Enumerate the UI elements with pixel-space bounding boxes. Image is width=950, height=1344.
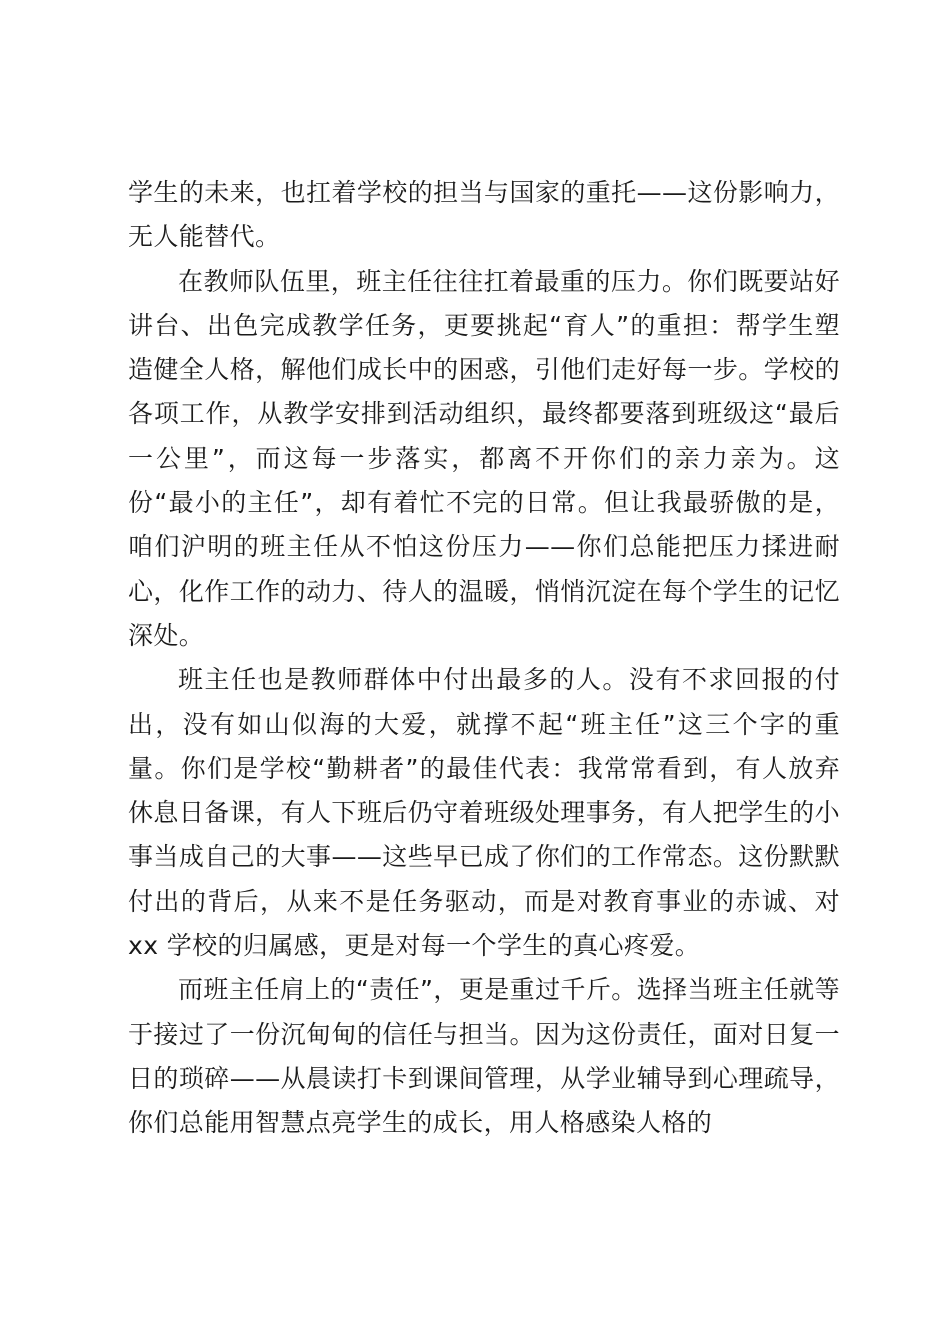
paragraph-4: 而班主任肩上的“责任”，更是重过千斤。选择当班主任就等于接过了一份沉甸甸的信任与担当。因为这份责任，面对日复一日的琐碎——从晨读打卡到课间管理，从学业辅导到心理疏导，你们总能用智慧点亮学生的成长，用人格感染人格的 [128, 975, 840, 1138]
paragraph-3: 班主任也是教师群体中付出最多的人。没有不求回报的付出，没有如山似海的大爱，就撑不起“班主任”这三个字的重量。你们是学校“勤耕者”的最佳代表：我常常看到，有人放弃休息日备课，有人下班后仍守着班级处理事务，有人把学生的小事当成自己的大事——这些早已成了你们的工作常态。这份默默付出的背后，从来不是任务驱动，而是对教育事业的赤诚、对 xx 学校的归属感，更是对每一个学生的真心疼爱。 [128, 665, 840, 961]
paragraph-1: 学生的未来，也扛着学校的担当与国家的重托——这份影响力，无人能替代。 [128, 178, 840, 252]
document-body [128, 171, 840, 1146]
paragraph-2: 在教师队伍里，班主任往往扛着最重的压力。你们既要站好讲台、出色完成教学任务，更要挑起“育人”的重担：帮学生塑造健全人格，解他们成长中的困惑，引他们走好每一步。学校的各项工作，从教学安排到活动组织，最终都要落到班级这“最后一公里”，而这每一步落实，都离不开你们的亲力亲为。这份“最小的主任”，却有着忙不完的日常。但让我最骄傲的是，咱们沪明的班主任从不怕这份压力——你们总能把压力揉进耐心，化作工作的动力、待人的温暖，悄悄沉淀在每个学生的记忆深处。 [128, 266, 840, 650]
